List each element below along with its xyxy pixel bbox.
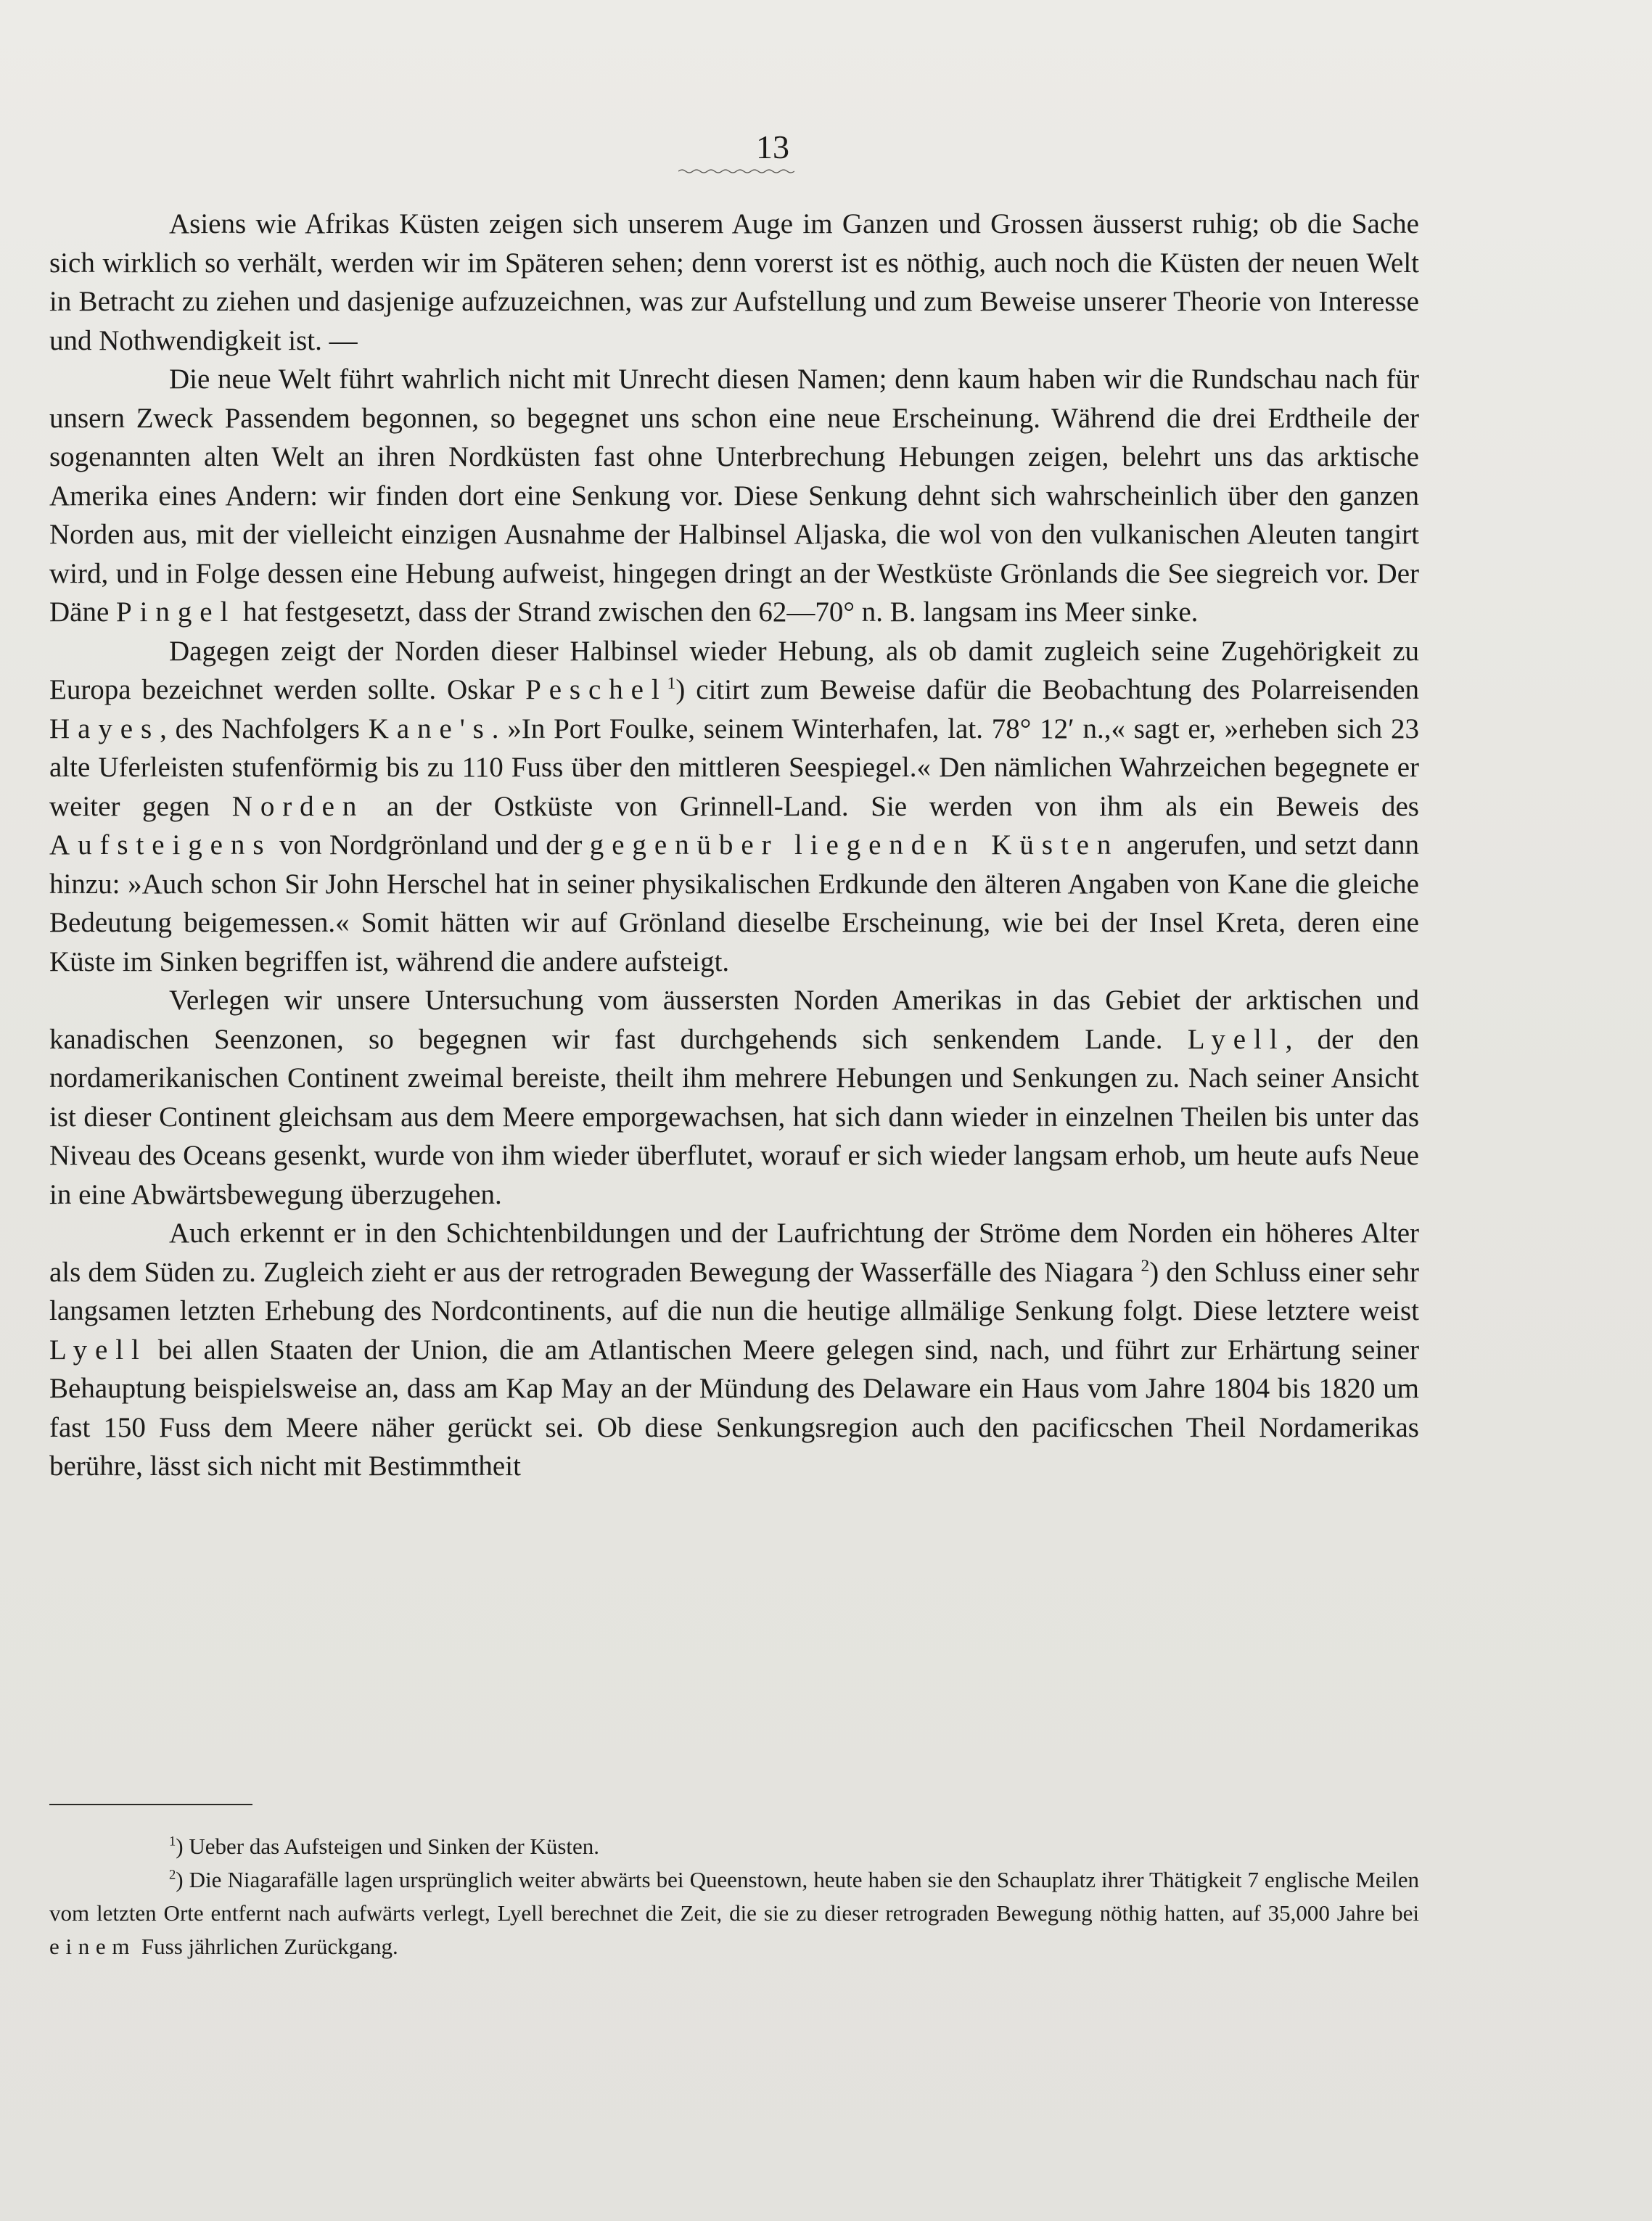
paragraph-5: Auch erkennt er in den Schichtenbildungen und der Laufrichtung der Ströme dem Norden ein höheres Alter als dem Süden zu. Zugleich zieht er aus der retrograden Bewegung der Wasserfälle des Niagara $^2$) den Schluss einer sehr langsamen letzten Erhebung des Nordcontinents, auf die nun die heutige allmälige Senkung folgt. Diese letztere weist Lyell bei allen Staaten der Union, die am Atlantischen Meere gelegen sind, nach, und führt zur Erhärtung seiner Behauptung beispielsweise an, dass am Kap May an der Mündung des Delaware ein Haus vom Jahre 1804 bis 1820 um fast 150 Fuss dem Meere näher gerückt sei. Ob diese Senkungsregion auch den pacificschen Theil Nordamerikas berühre, lässt sich nicht mit Bestimmtheit xyxy=(49,1218,1419,1482)
footnote-2: $^2$) Die Niagarafälle lagen ursprünglich weiter abwärts bei Queenstown, heute haben sie den Schauplatz ihrer Thätigkeit 7 englische Meilen vom letzten Orte entfernt nach aufwärts verlegt, Lyell berechnet die Zeit, die sie zu dieser retrograden Bewegung nöthig hatten, auf 35,000 Jahre bei einem Fuss jährlichen Zurückgang. xyxy=(49,1867,1419,1959)
page-number-ornament xyxy=(678,168,794,174)
paragraph-2: Die neue Welt führt wahrlich nicht mit Unrecht diesen Namen; denn kaum haben wir die Rundschau nach für unsern Zweck Passendem begonnen, so begegnet uns schon eine neue Erscheinung. Während die drei Erdtheile der sogenannten alten Welt an ihren Nordküsten fast ohne Unterbrechung Hebungen zeigen, belehrt uns das arktische Amerika eines Andern: wir finden dort eine Senkung vor. Diese Senkung dehnt sich wahrscheinlich über den ganzen Norden aus, mit der vielleicht einzigen Ausnahme der Halbinsel Aljaska, die wol von den vulkanischen Aleuten tangirt wird, und in Folge dessen eine Hebung aufweist, hingegen dringt an der Westküste Grönlands die See siegreich vor. Der Däne Pingel hat festgesetzt, dass der Strand zwischen den 62—70° n. B. langsam ins Meer sinke. xyxy=(49,364,1419,628)
spaced-word-aufsteigens: Aufsteigens xyxy=(49,829,272,861)
spaced-name-lyell: Lyell xyxy=(1187,1023,1286,1055)
footnote-divider xyxy=(49,1804,252,1805)
page-number: 13 xyxy=(756,128,789,165)
footnotes xyxy=(49,1830,1419,1963)
main-text xyxy=(49,205,1419,1486)
spaced-name-kane: Kane's xyxy=(368,713,492,744)
spaced-name-lyell: Lyell xyxy=(49,1334,147,1366)
paragraph-1: Asiens wie Afrikas Küsten zeigen sich unserem Auge im Ganzen und Grossen äusserst ruhig; ob die Sache sich wirklich so verhält, werden wir im Späteren sehen; denn vorerst ist es nöthig, auch noch die Küsten der neuen Welt in Betracht zu ziehen und dasjenige aufzuzeichnen, was zur Aufstellung und zum Beweise unserer Theorie von Interesse und Nothwendigkeit ist. — xyxy=(49,208,1419,356)
footnote-1: $^1$) Ueber das Aufsteigen und Sinken der Küsten. xyxy=(169,1834,599,1859)
spaced-name-pingel: Pingel xyxy=(116,596,237,628)
spaced-words-gegenueber: gegenüber liegenden Küsten xyxy=(589,829,1119,861)
footnote-ref-1: 1 xyxy=(667,674,676,693)
paragraph-3: Dagegen zeigt der Norden dieser Halbinsel wieder Hebung, als ob damit zugleich seine Zugehörigkeit zu Europa bezeichnet werden sollte. Oskar Peschel$^1$) citirt zum Beweise dafür die Beobachtung des Polarreisenden Hayes, des Nachfolgers Kane's. »In Port Foulke, seinem Winterhafen, lat. 78° 12′ n.,« sagt er, »erheben sich 23 alte Uferleisten stufenförmig bis zu 110 Fuss über den mittleren Seespiegel.« Den nämlichen Wahrzeichen begegnete er weiter gegen Norden an der Ostküste von Grinnell-Land. Sie werden von ihm als ein Beweis des Aufsteigens von Nordgrönland und der gegenüber liegenden Küsten angerufen, und setzt dann hinzu: »Auch schon Sir John Herschel hat in seiner physikalischen Erdkunde den älteren Angaben von Kane die gleiche Bedeutung beigemessen.« Somit hätten wir auf Grönland dieselbe Erscheinung, wie bei der Insel Kreta, deren eine Küste im Sinken begriffen ist, während die andere aufsteigt. xyxy=(49,635,1420,977)
spaced-name-hayes: Hayes xyxy=(49,713,160,744)
paragraph-4: Verlegen wir unsere Untersuchung vom äussersten Norden Amerikas in das Gebiet der arktischen und kanadischen Seenzonen, so begegnen wir fast durchgehends sich senkendem Lande. Lyell, der den nordamerikanischen Continent zweimal bereiste, theilt ihm mehrere Hebungen und Senkungen zu. Nach seiner Ansicht ist dieser Continent gleichsam aus dem Meere emporgewachsen, hat sich dann wieder in einzelnen Theilen bis unter das Niveau des Oceans gesenkt, wurde von ihm wieder überflutet, worauf er sich wieder langsam erhob, um heute aufs Neue in eine Abwärtsbewegung überzugehen. xyxy=(49,985,1419,1210)
spaced-word-norden: Norden xyxy=(231,790,365,822)
spaced-word-einem: einem xyxy=(49,1934,136,1959)
spaced-name-peschel: Peschel xyxy=(525,674,667,705)
footnote-ref-2: 2 xyxy=(1141,1256,1150,1276)
